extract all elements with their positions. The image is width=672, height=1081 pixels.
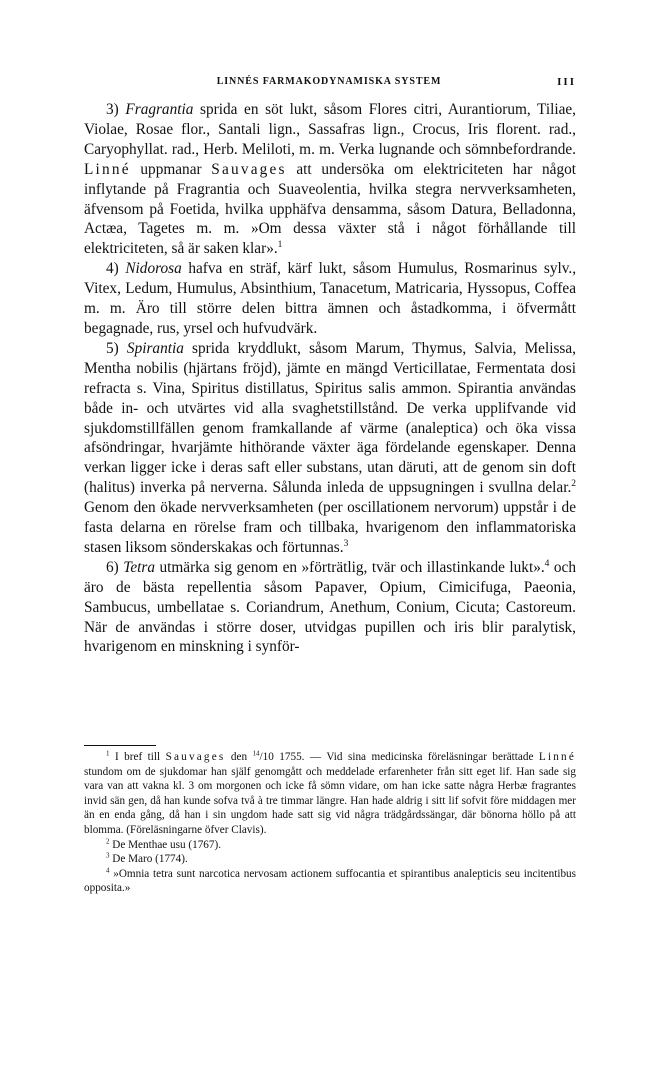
paragraph-text: att undersöka om elektriciteten har något inflytande på Fragrantia och Suaveolentia, hvilka stegra nervverksamheten, äfvensom på Foetida, hvilka upphäfva densamma, såsom Datura, Belladonna, Actæa, Tagetes m. m. »Om dessa växter stå i något förhållande till elektriciteten, så är saken klar». [84, 160, 577, 258]
footnote-text: De Maro (1774). [112, 853, 188, 866]
paragraph-text: Genom den ökade nervverksamheten (per oscillationem nervorum) uppstår i de fasta delarna en rörelse fram och tillbaka, hvarigenom den inflammatoriska stasen liksom sönderskakas och förtunnas. [84, 499, 576, 556]
paragraph-tetra [84, 558, 576, 658]
footnote-text: stundom om de sjukdomar han själf genomgått och meddelade erfarenheter från sitt eget lif. Han sade sig vara van att vakna kl. 3 om morgonen och icke få sömn vidare, om han icke satte några Herbæ fragrantes invid sän gen, då han kunde sofva två à tre timmar längre. Han hade aldrig i sitt lif sofvit före middagen mer än en enda gång, då han i sin ungdom hade satt sig vid några trädgårdssängar, där bönorna höllo på att blomma. (Föreläsningarne öfver Clavis). [84, 765, 576, 836]
paragraph-text: hafva en sträf, kärf lukt, såsom Humulus, Rosmarinus sylv., Vitex, Ledum, Humulus, Absinthium, Tanacetum, Matricaria, Hyssopus, Coffea m. m. Äro till större delen bittra ämnen och åstadkomma, i öfvermått begagnade, rus, yrsel och hufvudvärk. [84, 260, 577, 337]
footnote-mark: 1 [106, 749, 110, 758]
footnote-divider [84, 745, 156, 746]
footnote-ref: 2 [571, 479, 576, 490]
footnote-mark: 2 [106, 836, 110, 845]
category-term: Nidorosa [125, 260, 182, 278]
author-name: Linné [538, 751, 577, 763]
footnote-mark: 3 [106, 851, 110, 860]
footnotes [84, 750, 576, 896]
author-name: Sauvages [211, 160, 287, 178]
paragraph-text: sprida kryddlukt, såsom Marum, Thymus, Salvia, Melissa, Mentha nobilis (hjärtans fröjd), jämte en mängd Verticillatae, Fermentata dosi refracta s. Vina, Spiritus distillatus, Spiritus salis ammon. Spirantia användas både in- och utvärtes vid alla svaghetstillstånd. De verka upplifvande vid sjukdomstillfällen genom framkallande af värme (analeptica) och öka vissa afsöndringar, hvarjämte hithörande växter äga fördelande egenskaper. Denna verkan ligger icke i deras saft eller substans, utan däruti, att de genom sin doft (halitus) inverka på nerverna. Sålunda inleda de uppsugningen i svullna delar. [84, 339, 576, 497]
running-head: LINNÉS FARMAKODYNAMISKA SYSTEM [216, 76, 442, 87]
category-term: Spirantia [126, 339, 184, 357]
footnote-ref: 1 [277, 240, 283, 251]
footnote-1 [84, 750, 576, 838]
footnote-4 [84, 867, 576, 896]
footnote-text: I bref till [114, 751, 161, 763]
paragraph-text: och äro de bästa repellentia såsom Papaver, Opium, Cimicifuga, Paeonia, Sambucus, umbellatae s. Coriandrum, Anethum, Conium, Cicuta; Castoreum. När de användas i större doser, utvidgas pupillen och iris blir paralytisk, hvarigenom en minskning i synför- [84, 558, 576, 656]
paragraph-fragrantia [84, 100, 576, 259]
footnote-text: De Menthae usu (1767). [112, 838, 222, 851]
item-number: 4) [106, 260, 119, 278]
item-number: 3) [106, 101, 119, 118]
date-day: 14 [252, 749, 260, 758]
footnote-ref: 4 [544, 558, 550, 569]
item-number: 5) [106, 339, 119, 357]
date-month: /10 [259, 751, 274, 763]
page-number: III [557, 76, 576, 88]
paragraph-spirantia [84, 339, 576, 558]
body-text [84, 100, 576, 657]
item-number: 6) [106, 558, 119, 576]
paragraph-text: uppmanar [140, 160, 202, 178]
footnote-text: den [230, 751, 248, 763]
paragraph-text: utmärka sig genom en »förträtlig, tvär och illastinkande lukt». [159, 558, 545, 576]
category-term: Tetra [123, 558, 155, 576]
author-name: Linné [84, 160, 131, 178]
author-name: Sauvages [165, 751, 226, 763]
paragraph-text: sprida en söt lukt, såsom Flores citri, Aurantiorum, Tiliae, Violae, Rosae flor., Santali lign., Sassafras lign., Crocus, Iris florent. rad., Caryophyllat. rad., Herb. Meliloti, m. m. Verka lugnande och sömnbefordrande. [84, 101, 577, 158]
paragraph-nidorosa [84, 259, 576, 339]
category-term: Fragrantia [125, 101, 194, 118]
footnote-ref: 3 [343, 538, 349, 549]
footnote-3 [84, 852, 576, 867]
footnote-text: 1755. — Vid sina medicinska föreläsningar berättade [279, 751, 534, 763]
footnote-2 [84, 838, 576, 853]
footnote-text: »Omnia tetra sunt narcotica nervosam actionem suffocantia et spirantibus analepticis seu incitentibus opposita.» [84, 867, 576, 895]
footnote-mark: 4 [106, 866, 110, 875]
